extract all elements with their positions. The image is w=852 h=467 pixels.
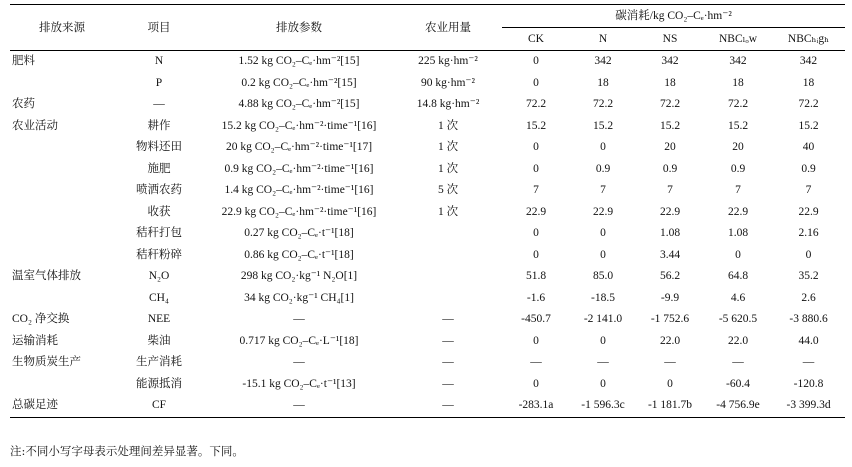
row-value-0: -450.7 [521,313,551,325]
row-value-4: -120.8 [793,377,824,390]
table-row [10,223,845,245]
row-item: NEE [147,313,171,325]
row-value-4: -3 399.3d [786,399,831,411]
row-value-4: 22.9 [798,205,819,218]
row-item: — [153,98,165,110]
row-value-2: 0.9 [662,162,678,175]
row-usage: — [442,356,454,368]
row-param: -15.1 kg CO₂–Cₑ·t⁻¹[13] [242,377,356,390]
row-value-4: 44.0 [798,334,819,347]
row-source [10,245,114,267]
row-item: 生产消耗 [136,356,182,368]
row-value-3: -4 756.9e [716,399,760,411]
row-param: — [293,313,305,325]
row-source: 总碳足迹 [12,399,58,411]
row-param: 0.717 kg CO₂–Cₑ·L⁻¹[18] [239,334,359,347]
row-param: — [293,356,305,368]
table-row [10,288,845,310]
row-value-0: 0 [533,162,539,175]
table-body [10,51,845,418]
row-usage: — [442,313,454,325]
row-param: 0.2 kg CO₂–Cₑ·hm⁻²[15] [241,76,357,89]
row-value-3: 342 [729,55,747,67]
row-value-0: 15.2 [525,119,547,132]
row-value-3: 15.2 [727,119,749,132]
row-value-4: 72.2 [798,98,819,110]
row-usage: 1 次 [437,162,459,175]
row-value-1: -1 596.3c [581,399,625,411]
row-source [10,180,114,202]
row-source: 农业活动 [12,119,58,132]
table-row [10,94,845,116]
row-value-2: 18 [664,76,676,89]
table-row [10,159,845,181]
row-param: 20 kg CO₂–Cₑ·hm⁻²·time⁻¹[17] [225,141,373,153]
row-value-4: 342 [799,55,818,67]
row-usage [394,245,502,267]
row-usage [394,223,502,245]
table-row [10,73,845,95]
row-source: 肥料 [12,55,35,67]
header-usage: 农业用量 [394,5,502,51]
row-usage: 1 次 [437,205,459,218]
row-param: 15.2 kg CO₂–Cₑ·hm⁻²·time⁻¹[16] [221,119,377,132]
row-value-2: 72.2 [659,98,681,110]
row-value-3: 7 [735,184,741,196]
row-value-1: -2 141.0 [583,313,623,325]
row-value-2: 1.08 [659,227,681,239]
carbon-footprint-table [10,4,845,418]
row-value-4: -3 880.6 [789,313,828,325]
table-row [10,352,845,374]
row-value-1: -18.5 [591,291,615,304]
header-treatment-n: N [570,28,636,51]
row-value-1: 0 [600,334,606,347]
row-source: CO₂ 净交换 [12,313,70,325]
row-value-0: 0 [533,334,539,347]
row-item: CH₄ [149,291,169,304]
header-source: 排放来源 [10,5,114,51]
row-source [10,159,114,181]
row-value-4: 0 [805,248,812,261]
row-value-2: 342 [661,55,679,67]
row-value-0: 22.9 [525,205,547,218]
row-source [10,137,114,159]
row-usage: 1 次 [437,119,459,132]
row-value-4: 35.2 [798,270,819,282]
row-item: 能源抵消 [136,377,182,390]
header-item: 项目 [114,5,204,51]
row-value-3: 72.2 [727,98,749,110]
row-value-0: 0 [533,227,539,239]
row-item: 施肥 [147,162,171,175]
row-source: 运输消耗 [12,334,58,347]
row-param: 0.86 kg CO₂–Cₑ·t⁻¹[18] [244,248,354,261]
row-param: 1.52 kg CO₂–Cₑ·hm⁻²[15] [238,55,360,67]
row-param: 0.9 kg CO₂–Cₑ·hm⁻²·time⁻¹[16] [224,162,374,175]
header-treatment-nbc-low: NBCₗₒw [704,28,772,51]
row-usage: — [442,334,454,347]
row-usage [394,288,502,310]
row-item: 喷洒农药 [136,184,182,196]
row-value-4: 0.9 [801,162,816,175]
row-value-2: -9.9 [660,291,680,304]
row-param: 34 kg CO₂·kg⁻¹ CH₄[1] [244,291,354,304]
row-value-3: 0.9 [730,162,746,175]
row-value-0: -1.6 [526,291,546,304]
table-row [10,51,845,73]
row-value-3: 18 [732,76,744,89]
row-value-2: 15.2 [659,119,681,132]
row-value-2: 7 [667,184,673,196]
row-value-1: 85.0 [592,270,614,282]
row-usage: — [442,399,454,411]
row-usage: 5 次 [437,184,459,196]
row-value-4: 40 [802,141,815,153]
row-item: 收获 [147,205,171,218]
row-value-2: 56.2 [659,270,681,282]
row-source [10,202,114,224]
row-value-1: 342 [594,55,612,67]
table-row [10,331,845,353]
row-value-4: 2.6 [801,291,816,304]
row-item: 耕作 [147,119,171,132]
row-value-2: -1 752.6 [650,313,690,325]
row-item: CF [151,399,167,411]
row-value-0: 0 [533,377,539,390]
table-row [10,374,845,396]
row-value-0: 0 [533,141,539,153]
row-source: 农药 [12,98,35,110]
row-value-4: 15.2 [798,119,819,132]
row-value-1: 0 [600,141,606,153]
row-value-2: — [664,356,676,368]
row-param: 1.4 kg CO₂–Cₑ·hm⁻²·time⁻¹[16] [224,184,374,196]
row-value-0: — [530,356,542,368]
row-param: 22.9 kg CO₂–Cₑ·hm⁻²·time⁻¹[16] [221,205,377,218]
row-value-1: 0 [600,227,606,239]
row-value-1: 18 [597,76,609,89]
row-source [10,73,114,95]
row-param: 4.88 kg CO₂–Cₑ·hm⁻²[15] [238,98,360,110]
table-note: 注:不同小写字母表示处理间差异显著。下同。 [10,444,244,458]
header-carbon-group: 碳消耗/kg CO₂–Cₑ·hm⁻² [502,5,845,28]
row-value-0: 51.8 [525,270,547,282]
row-value-3: 22.9 [727,205,749,218]
row-value-1: — [597,356,609,368]
table-row [10,245,845,267]
row-value-0: 72.2 [525,98,547,110]
row-item: 秸秆打包 [136,227,182,239]
row-value-4: 18 [802,76,815,89]
row-source: 生物质炭生产 [12,356,81,368]
row-value-4: — [802,356,815,368]
row-item: P [155,76,163,89]
table-row [10,309,845,331]
row-value-2: 0 [667,377,673,390]
row-param: — [293,399,305,411]
row-value-2: 3.44 [659,248,681,261]
row-usage: 225 kg·hm⁻² [418,55,478,67]
row-usage: 90 kg·hm⁻² [421,76,475,89]
row-value-3: 20 [732,141,744,153]
row-item: N [154,55,164,67]
row-source: 温室气体排放 [12,270,81,282]
row-usage: — [442,377,454,390]
row-item: 柴油 [147,334,171,347]
row-value-2: 20 [664,141,676,153]
row-item: 秸秆粉碎 [136,248,182,261]
row-value-1: 0 [600,377,606,390]
header-treatment-ck: CK [502,28,570,51]
row-value-0: 0 [533,76,539,89]
table-container [10,4,845,418]
row-value-2: 22.0 [659,334,681,347]
row-value-3: 22.0 [727,334,749,347]
row-value-3: -5 620.5 [718,313,758,325]
table-row [10,180,845,202]
row-value-2: -1 181.7b [647,399,693,411]
row-item: N₂O [148,270,170,282]
row-value-3: 4.6 [730,291,746,304]
header-param: 排放参数 [204,5,394,51]
row-usage: 1 次 [437,141,459,153]
table-row [10,116,845,138]
row-value-3: -60.4 [726,377,750,390]
row-param: 0.27 kg CO₂–Cₑ·t⁻¹[18] [244,227,354,239]
row-source [10,223,114,245]
row-value-1: 72.2 [592,98,614,110]
row-value-0: -283.1a [518,399,554,411]
row-value-4: 2.16 [798,227,819,239]
row-value-3: — [732,356,744,368]
row-value-4: 7 [805,184,812,196]
row-value-1: 22.9 [592,205,614,218]
row-value-1: 0.9 [595,162,611,175]
row-usage: 14.8 kg·hm⁻² [416,98,480,110]
row-value-1: 7 [600,184,606,196]
row-value-2: 22.9 [659,205,681,218]
row-value-0: 0 [533,248,539,261]
header-treatment-ns: NS [636,28,704,51]
table-row [10,395,845,417]
row-usage [394,266,502,288]
table-row [10,137,845,159]
row-value-1: 0 [600,248,606,261]
row-value-3: 1.08 [727,227,749,239]
row-value-3: 0 [735,248,741,261]
row-value-0: 0 [533,55,539,67]
table-row [10,266,845,288]
header-treatment-nbc-high: NBCₕᵢgₕ [772,28,845,51]
row-param: 298 kg CO₂·kg⁻¹ N₂O[1] [240,270,358,282]
row-value-1: 15.2 [592,119,614,132]
table-row [10,202,845,224]
row-item: 物料还田 [136,141,182,153]
row-value-0: 7 [533,184,539,196]
row-source [10,374,114,396]
row-value-3: 64.8 [727,270,749,282]
row-source [10,288,114,310]
